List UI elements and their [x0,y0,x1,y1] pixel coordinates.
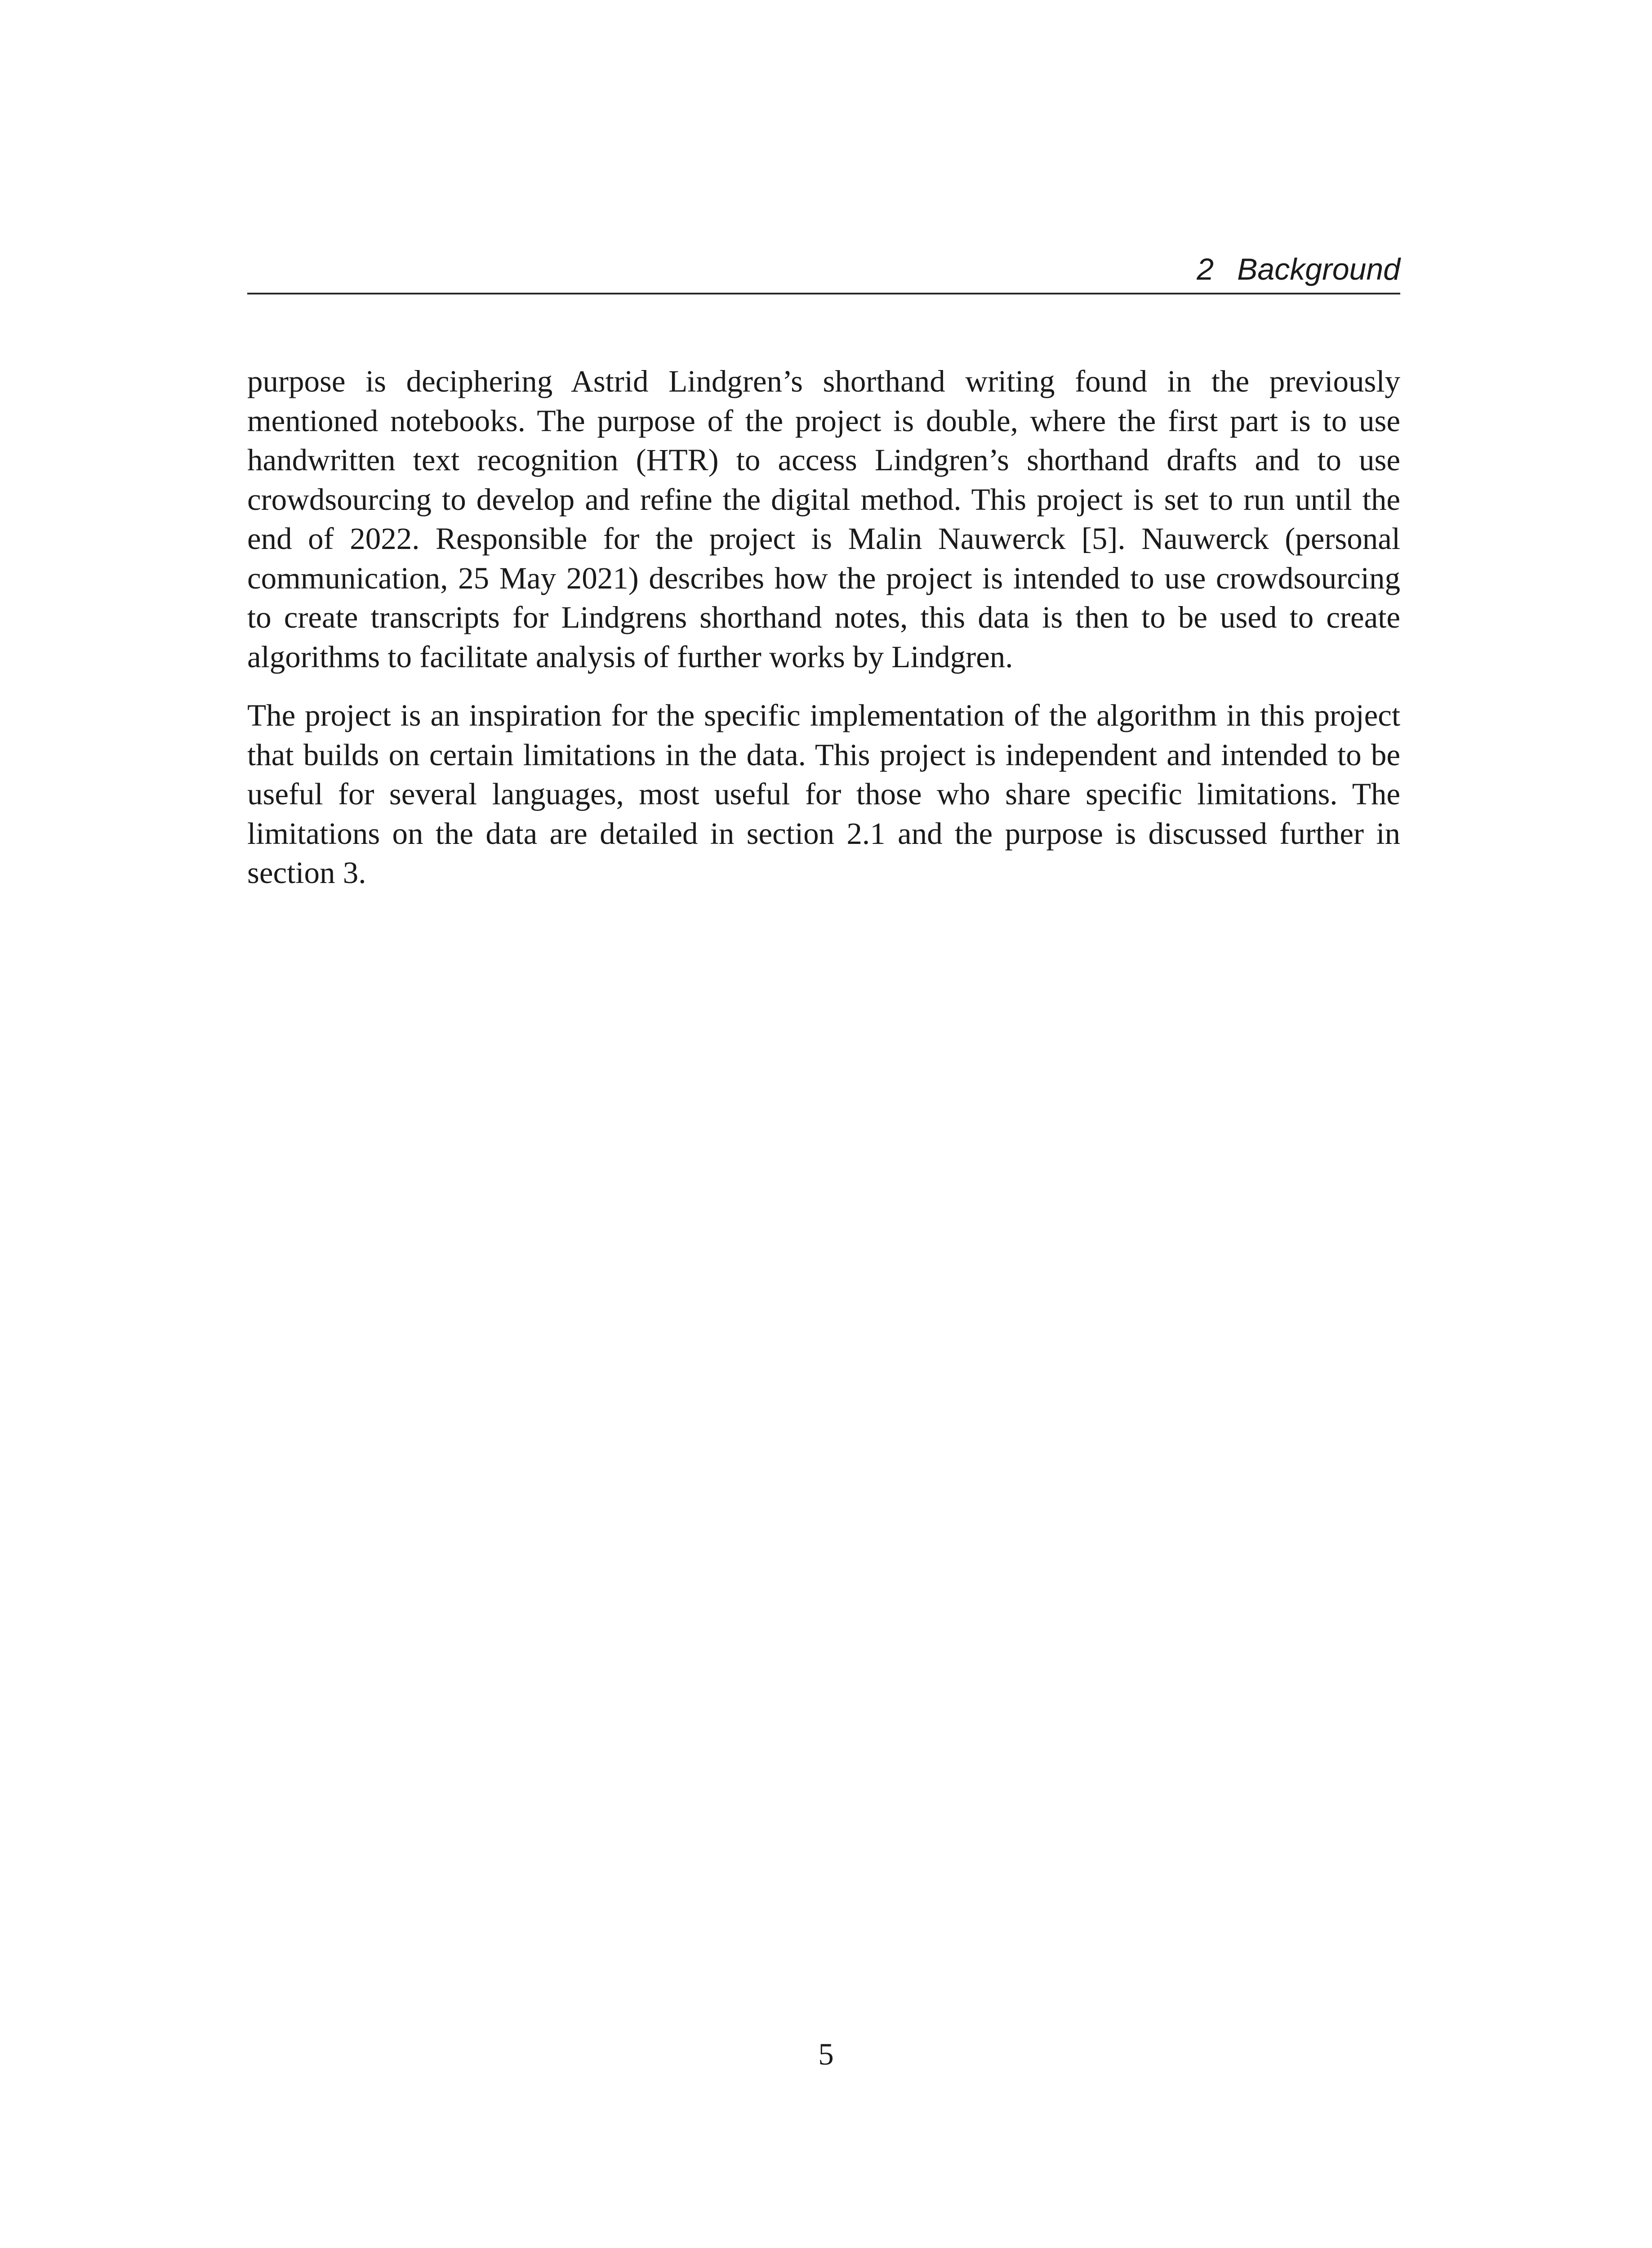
header-section-title: Background [1237,252,1400,286]
paragraph: purpose is deciphering Astrid Lindgren’s shorthand writing found in the previously mentioned notebooks. The purpose of the project is double, where the first part is to use handwritten text recognition (HTR) to access Lindgren’s shorthand drafts and to use crowdsourcing to develop and refine the digital method. This project is set to run until the end of 2022. Responsible for the project is Malin Nauwerck [5]. Nauwerck (personal communication, 25 May 2021) describes how the project is intended to use crowdsourcing to create transcripts for Lindgrens shorthand notes, this data is then to be used to create algorithms to facilitate analysis of further works by Lindgren. [247,364,1400,674]
running-header [247,245,1400,294]
body-text [247,362,1400,893]
header-section-number: 2 [1197,252,1214,286]
paragraph: The project is an inspiration for the specific implementation of the algorithm in this project that builds on certain limitations in the data. This project is independent and intended to be useful for several languages, most useful for those who share specific limitations. The limitations on the data are detailed in section 2.1 and the purpose is discussed further in section 3. [247,698,1400,890]
page-number: 5 [818,2037,834,2071]
